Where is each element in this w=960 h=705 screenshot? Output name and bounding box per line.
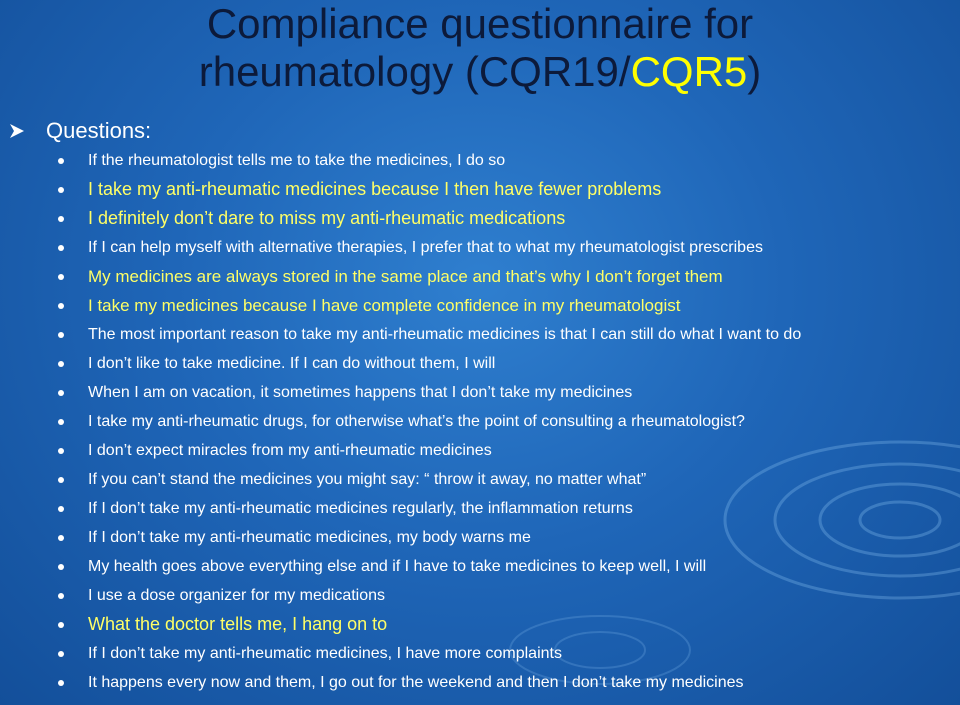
bullet-icon <box>58 419 64 425</box>
question-text: I use a dose organizer for my medications <box>88 586 386 604</box>
question-item-19 <box>58 668 948 697</box>
question-item-12 <box>58 465 948 494</box>
question-item-15 <box>58 552 948 581</box>
questions-label: Questions: <box>46 118 152 143</box>
bullet-icon <box>58 593 64 599</box>
question-item-5 <box>58 262 948 291</box>
question-text: If the rheumatologist tells me to take the medicines, I do so <box>88 151 506 169</box>
question-item-16 <box>58 581 948 610</box>
bullet-icon <box>58 535 64 541</box>
question-item-13 <box>58 494 948 523</box>
title-line-2 <box>0 48 960 96</box>
question-text: I definitely don’t dare to miss my anti-rheumatic medications <box>88 208 566 228</box>
question-item-10 <box>58 407 948 436</box>
bullet-icon <box>58 448 64 454</box>
question-text: What the doctor tells me, I hang on to <box>88 614 388 634</box>
question-item-17 <box>58 610 948 639</box>
title-line-1: Compliance questionnaire for <box>206 0 754 47</box>
question-text: My health goes above everything else and if I have to take medicines to keep well, I will <box>88 557 707 575</box>
question-text: When I am on vacation, it sometimes happens that I don’t take my medicines <box>88 383 633 401</box>
question-item-3 <box>58 204 948 233</box>
question-text: The most important reason to take my anti-rheumatic medicines is that I can still do what I want to do <box>88 325 802 343</box>
question-list <box>58 146 948 697</box>
questions-heading <box>8 118 151 144</box>
question-item-9 <box>58 378 948 407</box>
bullet-icon <box>58 361 64 367</box>
question-item-14 <box>58 523 948 552</box>
bullet-icon <box>58 651 64 657</box>
title-line-2-prefix: rheumatology (CQR19/ <box>198 48 631 95</box>
question-text: If I can help myself with alternative therapies, I prefer that to what my rheumatologist prescribes <box>88 238 763 256</box>
question-item-6 <box>58 291 948 320</box>
question-text: I take my anti-rheumatic drugs, for otherwise what’s the point of consulting a rheumatologist? <box>88 412 745 430</box>
question-item-18 <box>58 639 948 668</box>
question-item-8 <box>58 349 948 378</box>
question-item-7 <box>58 320 948 349</box>
question-text: I take my medicines because I have complete confidence in my rheumatologist <box>88 295 681 315</box>
slide-title <box>0 0 960 96</box>
bullet-icon <box>58 680 64 686</box>
question-item-11 <box>58 436 948 465</box>
bullet-icon <box>58 274 64 280</box>
bullet-icon <box>58 390 64 396</box>
bullet-icon <box>58 303 64 309</box>
question-text: I don’t expect miracles from my anti-rheumatic medicines <box>88 441 492 459</box>
title-highlight: CQR5 <box>630 48 748 95</box>
arrowhead-bullet-icon <box>8 122 26 140</box>
bullet-icon <box>58 564 64 570</box>
bullet-icon <box>58 622 64 628</box>
bullet-icon <box>58 245 64 251</box>
title-line-2-suffix: ) <box>747 48 762 95</box>
question-text: If I don’t take my anti-rheumatic medicines regularly, the inflammation returns <box>88 499 633 517</box>
bullet-icon <box>58 332 64 338</box>
question-item-2 <box>58 175 948 204</box>
question-text: If you can’t stand the medicines you might say: “ throw it away, no matter what” <box>88 470 647 488</box>
question-text: My medicines are always stored in the same place and that’s why I don’t forget them <box>88 266 723 286</box>
question-text: It happens every now and them, I go out for the weekend and then I don’t take my medicines <box>88 673 744 691</box>
question-item-4 <box>58 233 948 262</box>
question-text: I don’t like to take medicine. If I can do without them, I will <box>88 354 496 372</box>
question-text: I take my anti-rheumatic medicines because I then have fewer problems <box>88 179 662 199</box>
question-item-1 <box>58 146 948 175</box>
question-text: If I don’t take my anti-rheumatic medicines, my body warns me <box>88 528 531 546</box>
bullet-icon <box>58 158 64 164</box>
bullet-icon <box>58 216 64 222</box>
bullet-icon <box>58 477 64 483</box>
bullet-icon <box>58 506 64 512</box>
question-text: If I don’t take my anti-rheumatic medicines, I have more complaints <box>88 644 562 662</box>
bullet-icon <box>58 187 64 193</box>
